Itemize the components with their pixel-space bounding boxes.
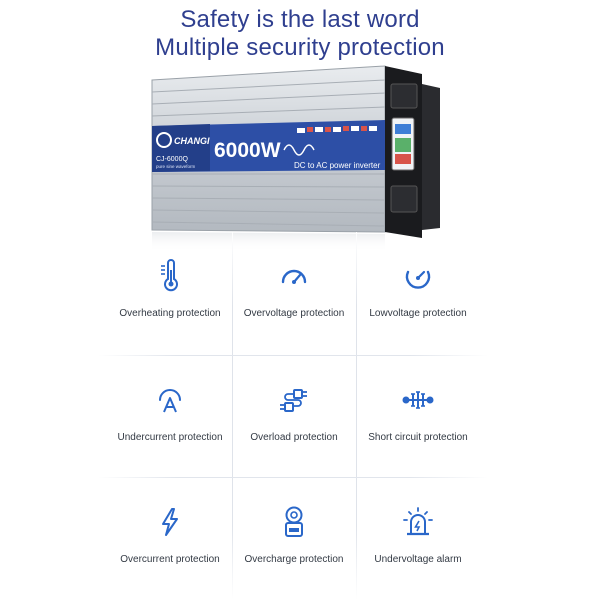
subtitle-text: pure sine waveform (156, 164, 196, 169)
headline-line-1: Safety is the last word (180, 6, 420, 33)
headline-line-2: Multiple security protection (155, 34, 445, 61)
feature-label: Short circuit protection (368, 432, 468, 443)
inverter-product-image (140, 62, 450, 252)
battery-icon (276, 504, 312, 540)
feature-label: Overheating protection (119, 308, 221, 319)
power-rating-text: 6000W (214, 139, 281, 162)
circuit-icon (400, 382, 436, 418)
thermometer-icon (152, 258, 188, 294)
feature-label: Undercurrent protection (117, 432, 223, 443)
feature-label: Undervoltage alarm (374, 554, 462, 565)
alarm-light-icon (400, 504, 436, 540)
feature-overvoltage (232, 232, 356, 354)
feature-overload (232, 356, 356, 478)
lightning-icon (152, 504, 188, 540)
feature-overheating (108, 232, 232, 354)
model-text: CJ-6000Q (156, 156, 188, 163)
gauge-low-icon (400, 258, 436, 294)
feature-lowvoltage (356, 232, 480, 354)
brand-logo-text: CHANGI (174, 136, 210, 146)
feature-label: Lowvoltage protection (369, 308, 467, 319)
feature-overcurrent (108, 478, 232, 600)
ampere-icon (152, 382, 188, 418)
feature-label: Overvoltage protection (243, 308, 345, 319)
caption-text: DC to AC power inverter (294, 161, 381, 170)
feature-label: Overcharge protection (244, 554, 344, 565)
feature-label: Overcurrent protection (120, 554, 220, 565)
feature-short-circuit (356, 356, 480, 478)
feature-overcharge (232, 478, 356, 600)
gauge-high-icon (276, 258, 312, 294)
plug-cable-icon (276, 382, 312, 418)
protection-feature-grid (108, 232, 480, 600)
feature-undervoltage-alarm (356, 478, 480, 600)
feature-label: Overload protection (250, 432, 338, 443)
feature-undercurrent (108, 356, 232, 478)
